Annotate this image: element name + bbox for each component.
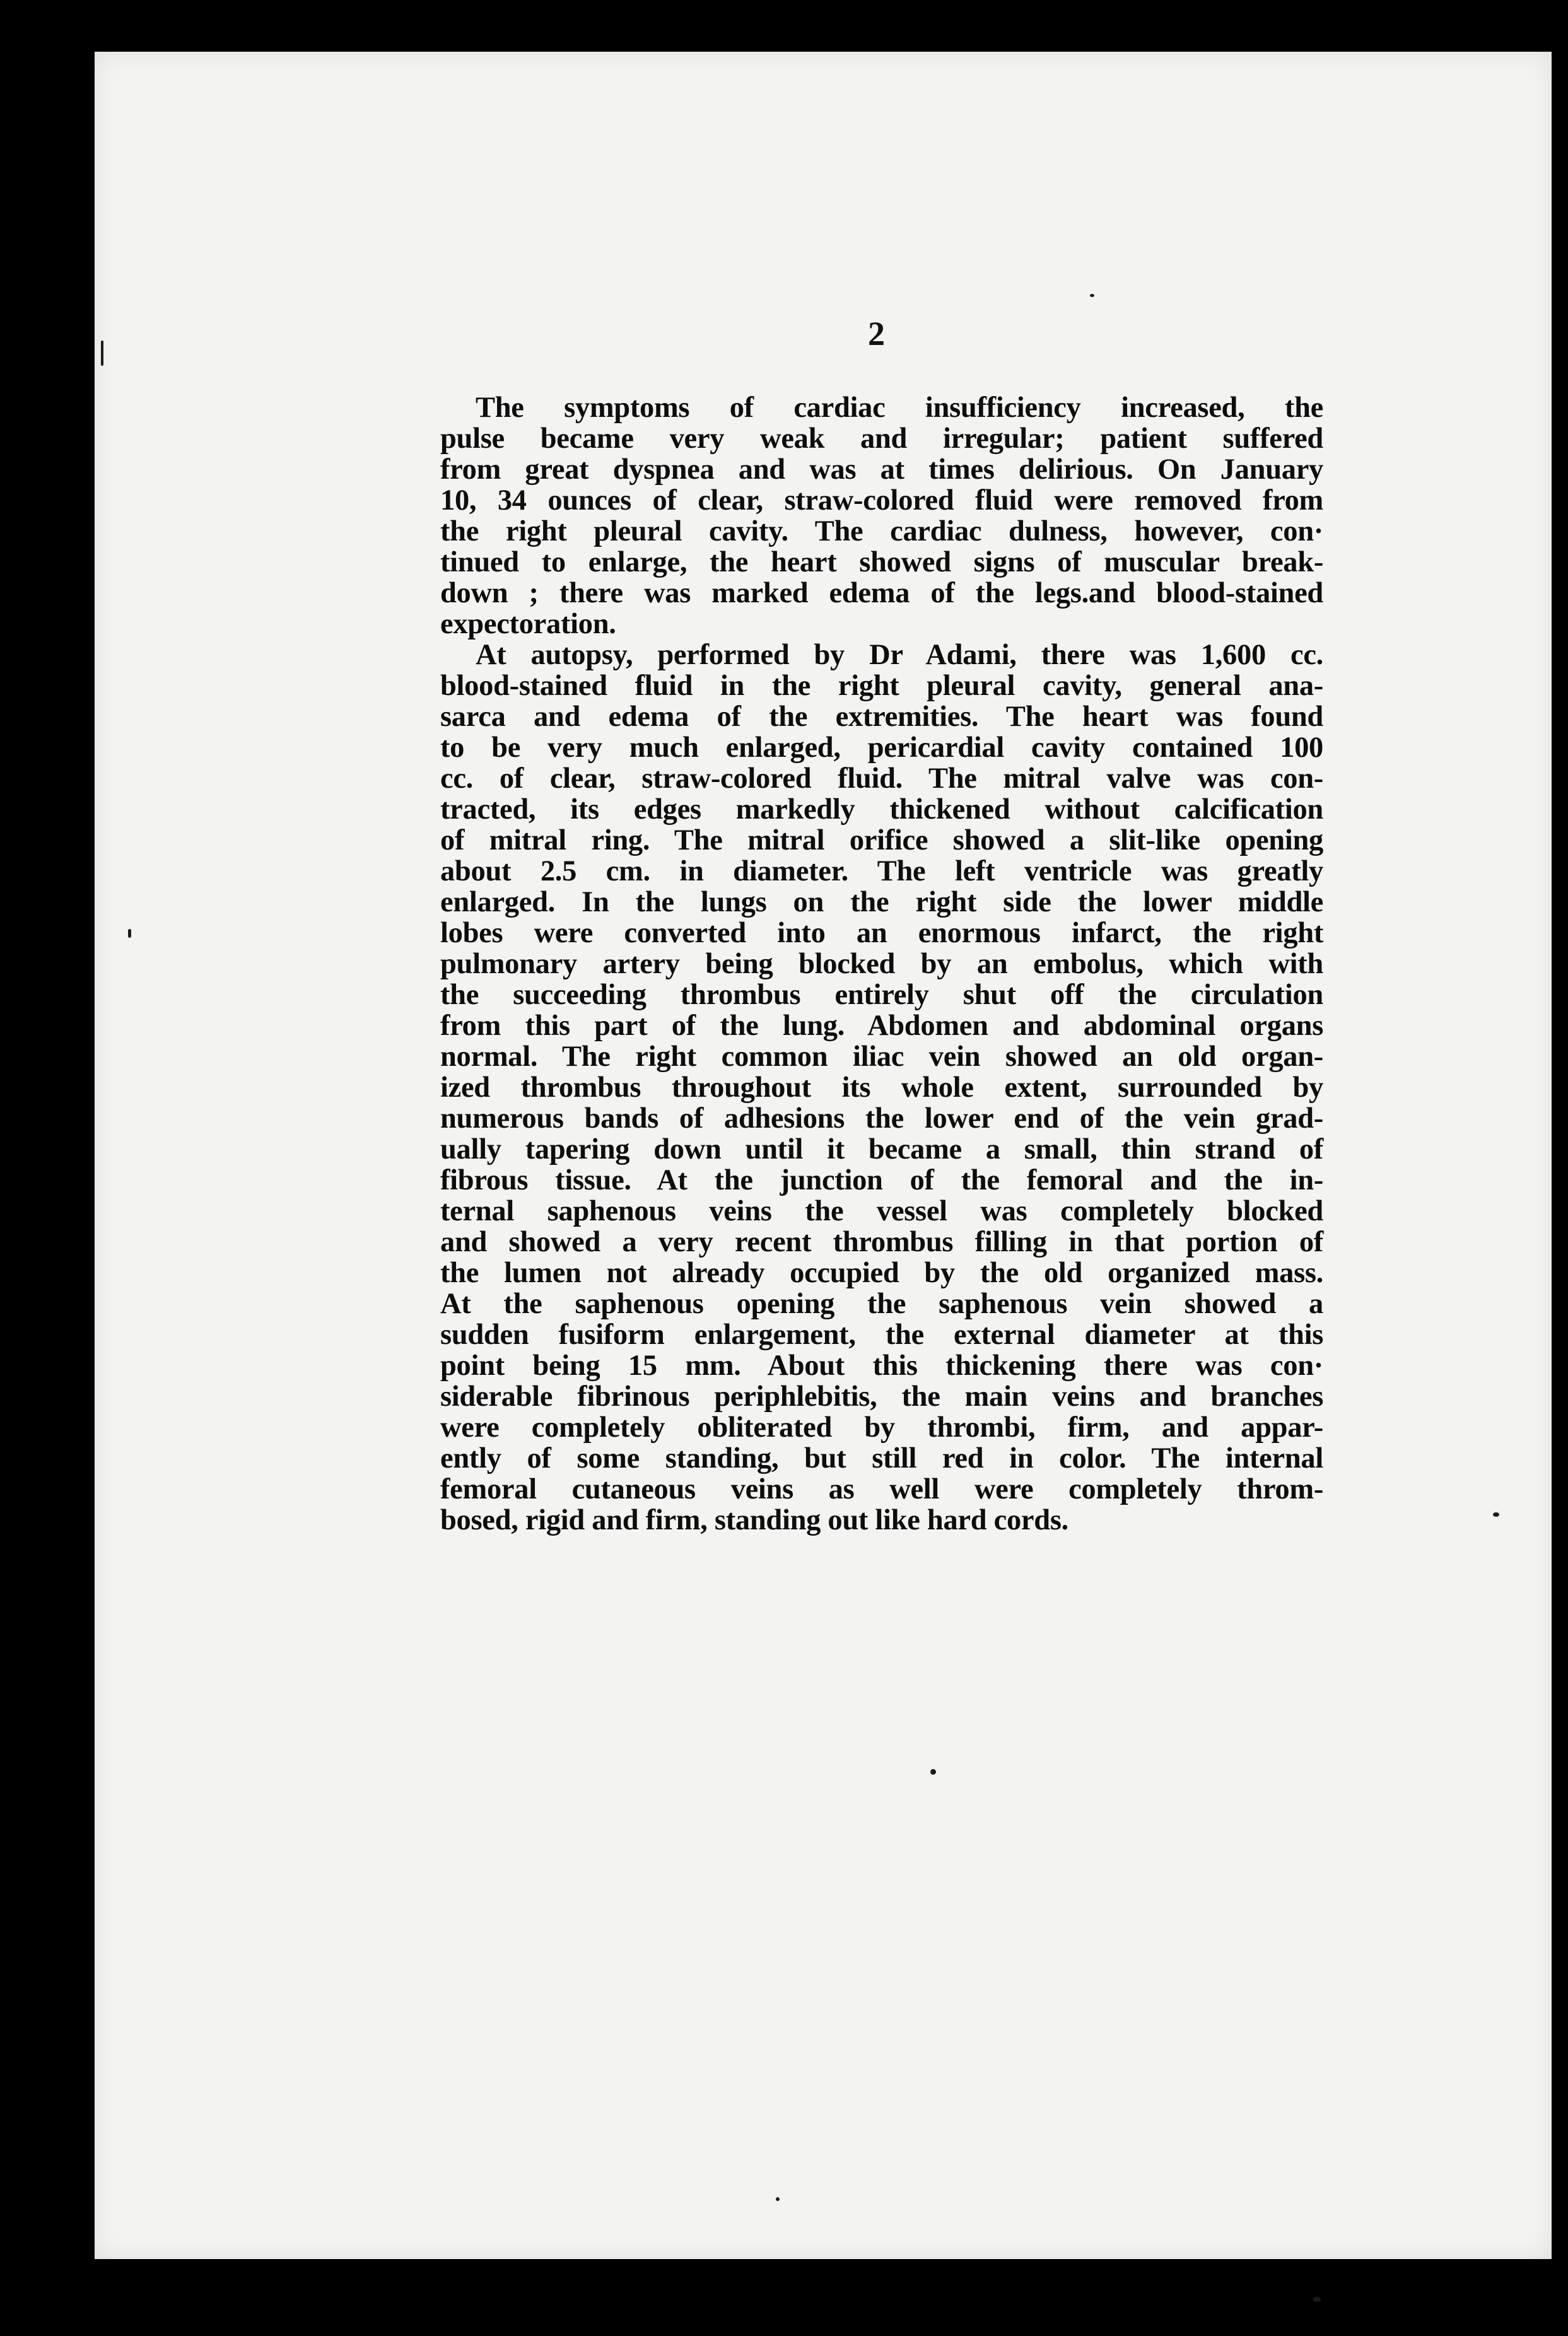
text-line: 10, 34 ounces of clear, straw-colored fluid were removed from xyxy=(440,484,1323,517)
paragraph xyxy=(440,392,1323,639)
scan-speck xyxy=(1313,2297,1321,2302)
text-line: pulse became very weak and irregular; patient suffered xyxy=(440,423,1323,455)
text-line: bosed, rigid and firm, standing out like hard cords. xyxy=(440,1504,1068,1536)
page-number: 2 xyxy=(868,315,885,353)
scan-speck xyxy=(128,929,131,938)
text-line: down ; there was marked edema of the legs.and blood-stained xyxy=(440,577,1323,609)
scan-speck xyxy=(776,2197,780,2201)
text-line: siderable fibrinous periphlebitis, the main veins and branches xyxy=(440,1381,1323,1413)
text-line: ently of some standing, but still red in color. The internal xyxy=(440,1442,1323,1475)
text-line: from great dyspnea and was at times delirious. On January xyxy=(440,453,1323,486)
text-line: the succeeding thrombus entirely shut off the circulation xyxy=(440,979,1323,1011)
scan-speck xyxy=(930,1769,936,1775)
text-line: tracted, its edges markedly thickened without calcification xyxy=(440,793,1323,826)
text-line: pulmonary artery being blocked by an embolus, which with xyxy=(440,948,1323,980)
text-line: tinued to enlarge, the heart showed signs of muscular break- xyxy=(440,546,1323,578)
text-line: At autopsy, performed by Dr Adami, there was 1,600 cc. xyxy=(476,639,1323,671)
text-line: ually tapering down until it became a small, thin strand of xyxy=(440,1133,1323,1165)
text-line: lobes were converted into an enormous infarct, the right xyxy=(440,917,1323,949)
document-page xyxy=(95,52,1552,2259)
scan-speck xyxy=(1493,1512,1499,1517)
text-line: The symptoms of cardiac insufficiency increased, the xyxy=(476,392,1323,424)
text-line: fibrous tissue. At the junction of the femoral and the in- xyxy=(440,1164,1323,1196)
scan-speck xyxy=(1090,294,1094,297)
scan-speck xyxy=(101,341,103,366)
text-line: numerous bands of adhesions the lower end of the vein grad- xyxy=(440,1102,1323,1135)
paragraph xyxy=(440,639,1323,1536)
text-line: ized thrombus throughout its whole extent, surrounded by xyxy=(440,1072,1323,1104)
text-line: At the saphenous opening the saphenous vein showed a xyxy=(440,1288,1323,1320)
text-line: the lumen not already occupied by the old organized mass. xyxy=(440,1257,1323,1289)
text-line: normal. The right common iliac vein showed an old organ- xyxy=(440,1041,1323,1073)
text-line: sudden fusiform enlargement, the external diameter at this xyxy=(440,1319,1323,1351)
text-line: sarca and edema of the extremities. The heart was found xyxy=(440,701,1323,733)
text-line: of mitral ring. The mitral orifice showed a slit-like opening xyxy=(440,824,1323,856)
text-line: about 2.5 cm. in diameter. The left ventricle was greatly xyxy=(440,855,1323,887)
text-line: point being 15 mm. About this thickening there was con· xyxy=(440,1350,1323,1382)
text-line: and showed a very recent thrombus filling in that portion of xyxy=(440,1226,1323,1258)
text-line: expectoration. xyxy=(440,608,616,640)
body-text xyxy=(440,392,1323,1536)
text-line: blood-stained fluid in the right pleural cavity, general ana- xyxy=(440,670,1323,702)
text-line: enlarged. In the lungs on the right side the lower middle xyxy=(440,886,1323,918)
text-line: ternal saphenous veins the vessel was completely blocked xyxy=(440,1195,1323,1227)
text-line: from this part of the lung. Abdomen and abdominal organs xyxy=(440,1010,1323,1042)
text-line: the right pleural cavity. The cardiac dulness, however, con· xyxy=(440,515,1323,547)
text-line: were completely obliterated by thrombi, firm, and appar- xyxy=(440,1411,1323,1444)
text-line: to be very much enlarged, pericardial cavity contained 100 xyxy=(440,732,1323,764)
text-line: cc. of clear, straw-colored fluid. The mitral valve was con- xyxy=(440,762,1323,795)
text-line: femoral cutaneous veins as well were completely throm- xyxy=(440,1473,1323,1505)
